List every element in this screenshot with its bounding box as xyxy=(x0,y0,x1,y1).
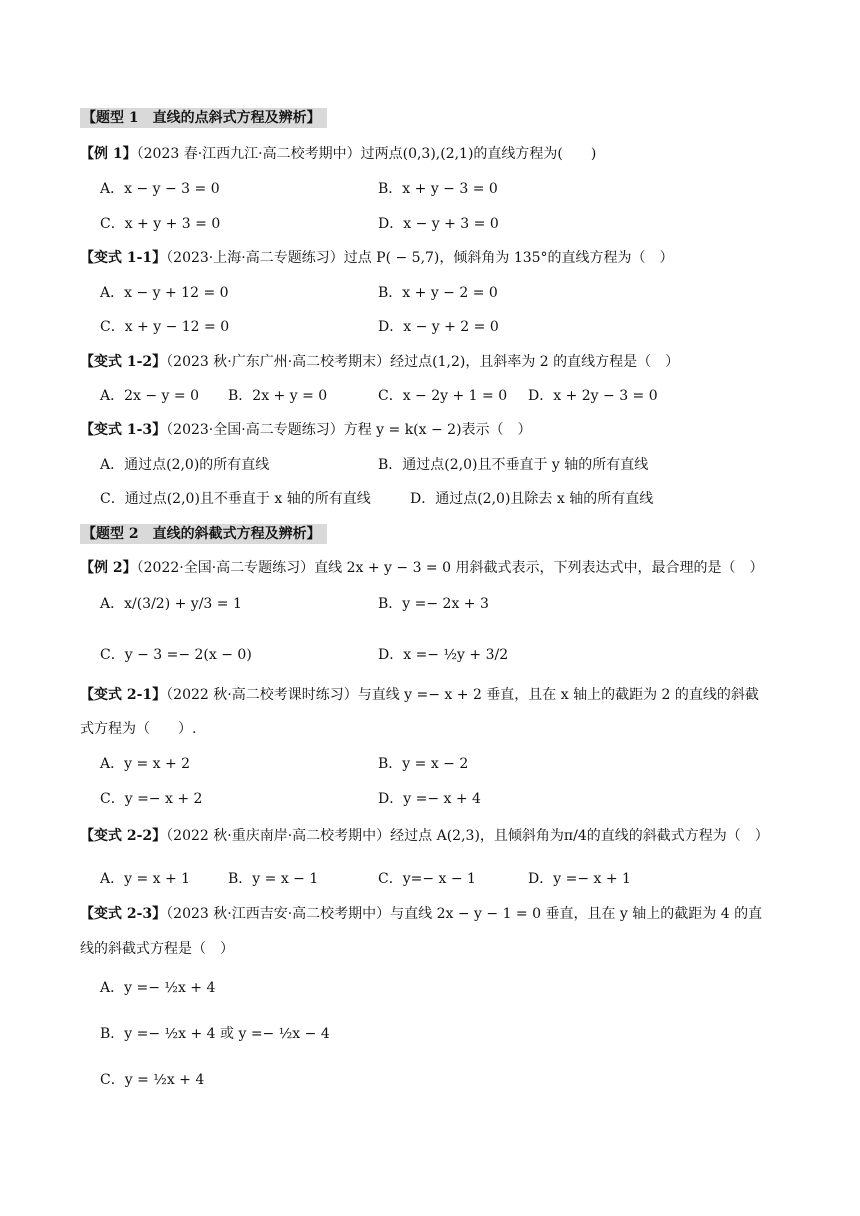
question-stem xyxy=(80,420,532,440)
question-text: （2023·上海·高二专题练习）过点 P( − 5,7)，倾斜角为 135°的直线方程为（ ） xyxy=(166,250,674,266)
option-a: A．2x − y = 0 xyxy=(100,388,199,404)
question-text: （2022·全国·高二专题练习）直线 2x + y − 3 = 0 用斜截式表示，下列表达式中，最合理的是（ ） xyxy=(136,560,764,576)
option-d: D．x − y + 3 = 0 xyxy=(378,216,499,232)
question-label: 【变式 1-2】 xyxy=(80,354,167,370)
option-c: C．y = ½x + 4 xyxy=(100,1072,205,1088)
question-stem xyxy=(80,685,759,705)
option-d: D．x =− ½y + 3/2 xyxy=(378,647,509,663)
question-stem xyxy=(80,904,762,924)
option-d: D．x − y + 2 = 0 xyxy=(378,319,499,335)
question-text: （2023 秋·江西吉安·高二校考期中）与直线 2x − y − 1 = 0 垂直，且在 y 轴上的截距为 4 的直 xyxy=(166,906,763,922)
question-label: 【例 1】 xyxy=(80,146,137,162)
option-b: B．x + y − 3 = 0 xyxy=(378,181,498,197)
question-text: （2022 秋·高二校考课时练习）与直线 y =− x + 2 垂直，且在 x 轴上的截距为 2 的直线的斜截 xyxy=(166,687,759,703)
option-b: B．x + y − 2 = 0 xyxy=(378,285,498,301)
option-d: D．y =− x + 1 xyxy=(528,871,631,887)
option-a: A．通过点(2,0)的所有直线 xyxy=(100,457,270,473)
option-a: A．y = x + 2 xyxy=(100,756,191,772)
question-stem xyxy=(80,352,679,372)
option-b: B．y = x − 1 xyxy=(228,871,319,887)
question-label: 【变式 2-1】 xyxy=(80,687,167,703)
option-c: C．x + y − 12 = 0 xyxy=(100,319,230,335)
option-d: D．x + 2y − 3 = 0 xyxy=(528,388,658,404)
question-text: （2023 春·江西九江·高二校考期中）过两点(0,3),(2,1)的直线方程为( ) xyxy=(136,146,597,162)
option-b: B．y =− ½x + 4 或 y =− ½x − 4 xyxy=(100,1026,330,1042)
option-c: C．通过点(2,0)且不垂直于 x 轴的所有直线 xyxy=(100,491,371,507)
question-text: （2023·全国·高二专题练习）方程 y = k(x − 2)表示（ ） xyxy=(166,422,532,438)
question-label: 【变式 1-3】 xyxy=(80,422,167,438)
question-label: 【变式 2-3】 xyxy=(80,906,167,922)
question-text: （2023 秋·广东广州·高二校考期末）经过点(1,2)，且斜率为 2 的直线方程是（ ） xyxy=(166,354,680,370)
option-c: C．x + y + 3 = 0 xyxy=(100,216,221,232)
question-stem xyxy=(80,144,596,164)
option-b: B．通过点(2,0)且不垂直于 y 轴的所有直线 xyxy=(378,457,649,473)
question-label: 【例 2】 xyxy=(80,560,137,576)
option-a: A．y =− ½x + 4 xyxy=(100,980,216,996)
section-title: 【题型 1 直线的点斜式方程及辨析】 xyxy=(80,108,327,128)
question-stem xyxy=(80,558,763,578)
option-b: B．y = x − 2 xyxy=(378,756,469,772)
option-d: D．y =− x + 4 xyxy=(378,791,481,807)
question-stem xyxy=(80,826,769,846)
question-text: （2022 秋·重庆南岸·高二校考期中）经过点 A(2,3)，且倾斜角为π/4的直线的斜截式方程为（ ） xyxy=(166,828,769,844)
question-text-continued: 式方程为（ ）. xyxy=(80,721,197,737)
option-a: A．x − y + 12 = 0 xyxy=(100,285,229,301)
option-b: B．y =− 2x + 3 xyxy=(378,596,489,612)
section-title: 【题型 2 直线的斜截式方程及辨析】 xyxy=(80,524,327,544)
option-a: A．y = x + 1 xyxy=(100,871,191,887)
option-a: A．x − y − 3 = 0 xyxy=(100,181,220,197)
option-d: D．通过点(2,0)且除去 x 轴的所有直线 xyxy=(410,491,654,507)
option-c: C．y =− x + 2 xyxy=(100,791,203,807)
option-c: C．y − 3 =− 2(x − 0) xyxy=(100,647,252,663)
question-text-continued: 线的斜截式方程是（ ） xyxy=(80,941,234,957)
question-stem xyxy=(80,248,674,268)
option-c: C．y=− x − 1 xyxy=(378,871,476,887)
question-label: 【变式 2-2】 xyxy=(80,828,167,844)
option-c: C．x − 2y + 1 = 0 xyxy=(378,388,508,404)
option-b: B．2x + y = 0 xyxy=(228,388,328,404)
question-label: 【变式 1-1】 xyxy=(80,250,167,266)
option-a: A．x/(3/2) + y/3 = 1 xyxy=(100,596,242,612)
